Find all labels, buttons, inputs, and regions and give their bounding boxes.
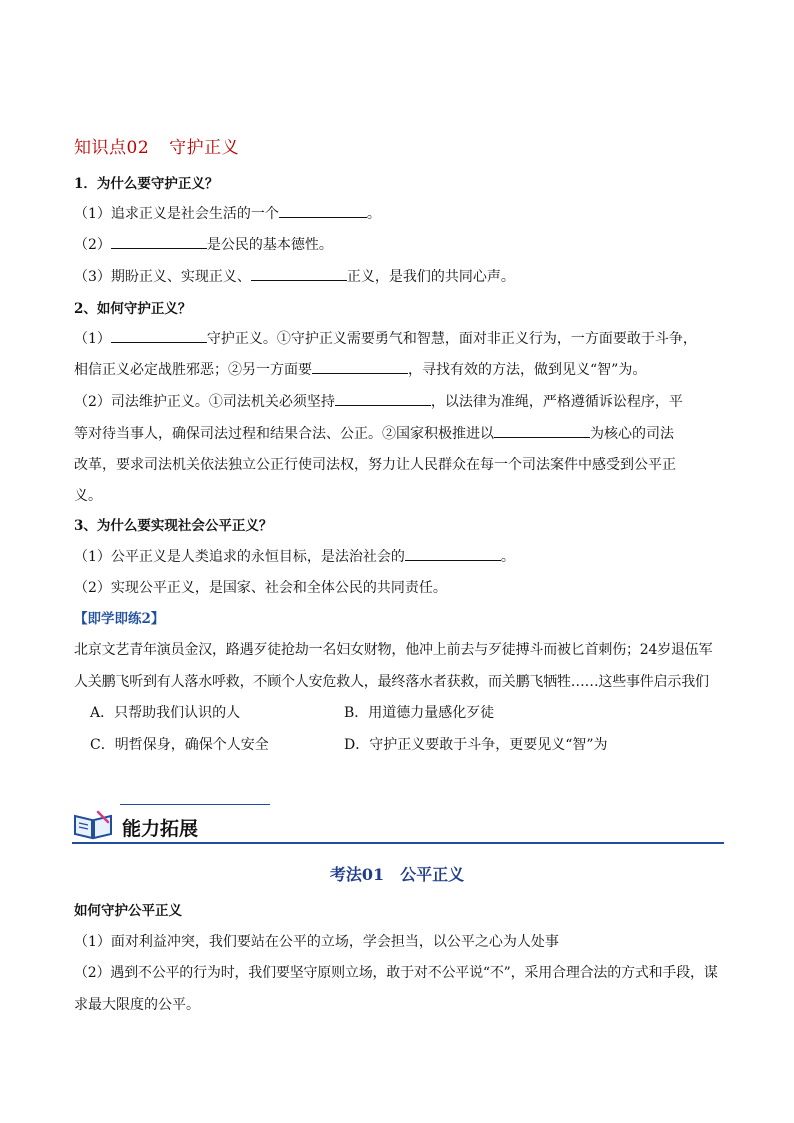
q3-line-2: （2）实现公平正义，是国家、社会和全体公民的共同责任。: [74, 580, 447, 596]
banner-label: 能力拓展: [122, 818, 199, 840]
method-subtitle: 如何守护公平正义: [74, 903, 182, 919]
fill-blank[interactable]: [111, 328, 207, 343]
method-name: 公平正义: [400, 865, 465, 884]
fill-blank[interactable]: [111, 234, 207, 249]
practice-label: 【即学即练2】: [74, 611, 165, 627]
section-code: 知识点02: [74, 138, 150, 158]
question-2-title: 2、如何守护正义？: [74, 301, 192, 317]
method-line-3: 求最大限度的公平。: [74, 997, 200, 1013]
section-name: 守护正义: [169, 138, 240, 158]
fill-blank[interactable]: [251, 266, 347, 281]
section-title: [74, 133, 239, 158]
practice-text-line-1: 北京文艺青年演员金汉，路遇歹徒抢劫一名妇女财物，他冲上前去与歹徒搏斗而被匕首刺伤；24岁退伍军: [74, 642, 713, 658]
banner-top-rule: [120, 804, 270, 805]
option-c[interactable]: C．明哲保身，确保个人安全: [90, 737, 269, 753]
option-a[interactable]: A．只帮助我们认识的人: [90, 705, 241, 721]
q1-line-1: （1）追求正义是社会生活的一个 。: [74, 203, 724, 225]
q3-line-1: （1）公平正义是人类追求的永恒目标，是法治社会的 。: [74, 546, 724, 568]
ability-banner: [72, 800, 724, 846]
option-d[interactable]: D．守护正义要敢于斗争，更要见义“智”为: [344, 737, 608, 753]
fill-blank[interactable]: [405, 546, 501, 561]
question-3-title: 3、为什么要实现社会公平正义？: [74, 518, 273, 534]
method-code: 考法01: [329, 865, 385, 884]
fill-blank[interactable]: [335, 391, 431, 406]
practice-text-line-2: 人关鹏飞听到有人落水呼救，不顾个人安危救人，最终落水者获救，而关鹏飞牺牲……这些事件启示我们: [74, 674, 709, 690]
q1-line-3: （3）期盼正义、实现正义、 正义，是我们的共同心声。: [74, 266, 724, 288]
q2-para-2-line-3: 改革，要求司法机关依法独立公正行使司法权，努力让人民群众在每一个司法案件中感受到公平正: [74, 457, 676, 473]
method-line-1: （1）面对利益冲突，我们要站在公平的立场，学会担当，以公平之心为人处事: [74, 934, 559, 950]
fill-blank[interactable]: [494, 423, 590, 438]
q2-para-1-line-1: （1） 守护正义。①守护正义需要勇气和智慧，面对非正义行为，一方面要敢于斗争，: [74, 328, 724, 350]
q2-para-1-line-2: 相信正义必定战胜邪恶；②另一方面要 ，寻找有效的方法，做到见义“智”为。: [74, 359, 724, 381]
q2-para-2-line-4: 义。: [74, 488, 102, 504]
fill-blank[interactable]: [312, 359, 408, 374]
q2-para-2-line-2: 等对待当事人，确保司法过程和结果合法、公正。②国家积极推进以 为核心的司法: [74, 423, 724, 445]
method-line-2: （2）遇到不公平的行为时，我们要坚守原则立场，敢于对不公平说“不”，采用合理合法的方式和手段，谋: [74, 965, 718, 981]
method-title: [0, 862, 794, 885]
q2-para-2-line-1: （2）司法维护正义。①司法机关必须坚持 ，以法律为准绳，严格遵循诉讼程序，平: [74, 391, 724, 413]
question-1-title: 1．为什么要守护正义？: [74, 176, 219, 192]
fill-blank[interactable]: [279, 203, 367, 218]
open-book-icon: [72, 808, 114, 842]
banner-underline: [72, 842, 724, 844]
q1-line-2: （2） 是公民的基本德性。: [74, 234, 724, 256]
option-b[interactable]: B．用道德力量感化歹徒: [344, 705, 495, 721]
